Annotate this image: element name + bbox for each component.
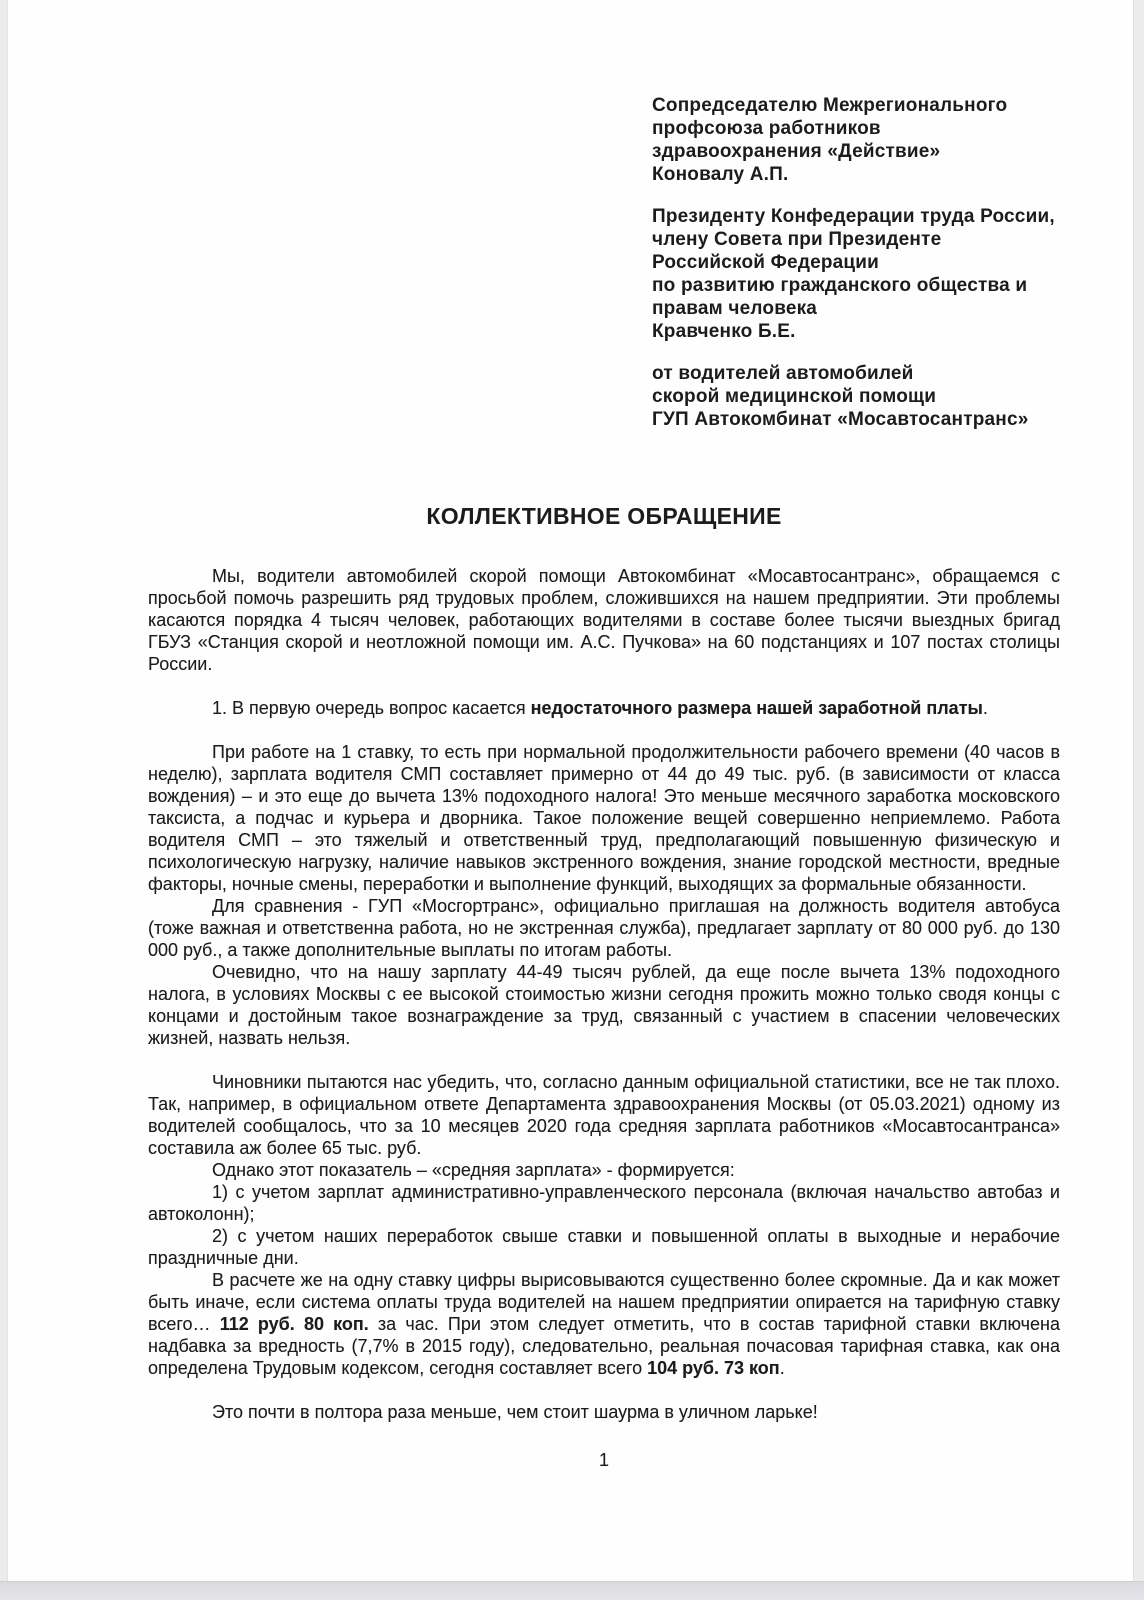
address-line: Сопредседателю Межрегионального <box>652 95 1008 116</box>
address-line: Кравченко Б.Е. <box>652 321 796 342</box>
text-run: Однако этот показатель – «средняя зарплата» - формируется: <box>212 1160 735 1180</box>
text-run: Чиновники пытаются нас убедить, что, согласно данным официальной статистики, все не так плохо. Так, например, в официальном ответе Департамента здравоохранения Москвы (от 05.03.2021) одному из водителей сообщалось, что за 10 месяцев 2020 года средняя зарплата работников «Мосавтосантранса» составила аж более 65 тыс. руб. <box>148 1072 1060 1158</box>
address-line: Президенту Конфедерации труда России, <box>652 206 1055 227</box>
paragraph <box>148 895 1060 961</box>
document-title: КОЛЛЕКТИВНОЕ ОБРАЩЕНИЕ <box>426 503 782 529</box>
addressee-block <box>652 205 1060 343</box>
address-line: правам человека <box>652 298 818 319</box>
viewer-bottom-bar <box>0 1581 1144 1600</box>
text-run: . <box>982 698 988 718</box>
address-line: скорой медицинской помощи <box>652 386 937 407</box>
paragraph <box>148 1225 1060 1269</box>
addressee-block <box>652 94 1060 186</box>
text-run: 112 руб. 80 коп. <box>219 1314 369 1334</box>
text-run: 2) с учетом наших переработок свыше ставки и повышенной оплаты в выходные и нерабочие праздничные дни. <box>148 1226 1060 1268</box>
text-run: В расчете же на одну ставку цифры вырисовываются существенно более скромные. Да и как может быть иначе, если система оплаты труда водителей на нашем предприятии опирается на тарифную ставку всего… <box>148 1270 1060 1334</box>
paragraph <box>148 565 1060 675</box>
paragraph <box>148 961 1060 1049</box>
address-line: профсоюза работников <box>652 118 881 139</box>
text-run: . <box>779 1358 785 1378</box>
paragraph <box>148 1401 1060 1423</box>
address-line: ГУП Автокомбинат «Мосавтосантранс» <box>652 409 1029 430</box>
text-run: Это почти в полтора раза меньше, чем стоит шаурма в уличном ларьке! <box>212 1402 818 1422</box>
text-run: Для сравнения - ГУП «Мосгортранс», официально приглашая на должность водителя автобуса (тоже важная и ответственна работа, но не экстренная служба), предлагает зарплату от 80 000 руб. до 130 000 руб., а также дополнительные выплаты по итогам работы. <box>148 896 1060 960</box>
address-line: по развитию гражданского общества и <box>652 275 1028 296</box>
paragraph <box>148 1159 1060 1181</box>
text-run: Очевидно, что на нашу зарплату 44-49 тысяч рублей, да еще после вычета 13% подоходного налога, в условиях Москвы с ее высокой стоимостью жизни сегодня прожить можно только сводя концы с концами и достойным такое вознаграждение за труд, связанный с участием в спасении человеческих жизней, назвать нельзя. <box>148 962 1060 1048</box>
addressee-block <box>652 362 1060 431</box>
address-line: члену Совета при Президенте <box>652 229 942 250</box>
text-run: Мы, водители автомобилей скорой помощи Автокомбинат «Мосавтосантранс», обращаемся с просьбой помочь разрешить ряд трудовых проблем, сложившихся на нашем предприятии. Эти проблемы касаются порядка 4 тысяч человек, работающих водителями в составе более тысячи выездных бригад ГБУЗ «Станция скорой и неотложной помощи им. А.С. Пучкова» на 60 подстанциях и 107 постах столицы России. <box>148 566 1060 674</box>
text-run: 1) с учетом зарплат административно-управленческого персонала (включая начальство автобаз и автоколонн); <box>148 1182 1060 1224</box>
text-run: 1. В первую очередь вопрос касается <box>212 698 531 718</box>
paragraph <box>148 1269 1060 1379</box>
text-run: При работе на 1 ставку, то есть при нормальной продолжительности рабочего времени (40 часов в неделю), зарплата водителя СМП составляет примерно от 44 до 49 тыс. руб. (в зависимости от класса вождения) – и это еще до вычета 13% подоходного налога! Это меньше месячного заработка московского таксиста, а подчас и курьера и дворника. Такое положение вещей совершенно неприемлемо. Работа водителя СМП – это тяжелый и ответственный труд, предполагающий повышенную физическую и психологическую нагрузку, наличие навыков экстренного вождения, знание городской местности, вредные факторы, ночные смены, переработки и выполнение функций, выходящих за формальные обязанности. <box>148 742 1060 894</box>
addressee-section <box>652 94 1060 431</box>
address-line: Российской Федерации <box>652 252 880 273</box>
address-line: от водителей автомобилей <box>652 363 914 384</box>
page-number: 1 <box>598 1450 609 1470</box>
text-run: недостаточного размера нашей заработной платы <box>530 698 983 718</box>
paragraph <box>148 741 1060 895</box>
document-paragraphs <box>148 565 1060 1423</box>
address-line: здравоохранения «Действие» <box>652 141 941 162</box>
paragraph <box>148 1071 1060 1159</box>
text-run: за час. При этом следует отметить, что в состав тарифной ставки включена надбавка за вредность (7,7% в 2015 году), следовательно, реальная почасовая тарифная ставка, как она определена Трудовым кодексом, сегодня составляет всего <box>148 1314 1060 1378</box>
paragraph <box>148 1181 1060 1225</box>
paragraph <box>148 697 1060 719</box>
text-run: 104 руб. 73 коп <box>647 1358 780 1378</box>
address-line: Коновалу А.П. <box>652 164 789 185</box>
